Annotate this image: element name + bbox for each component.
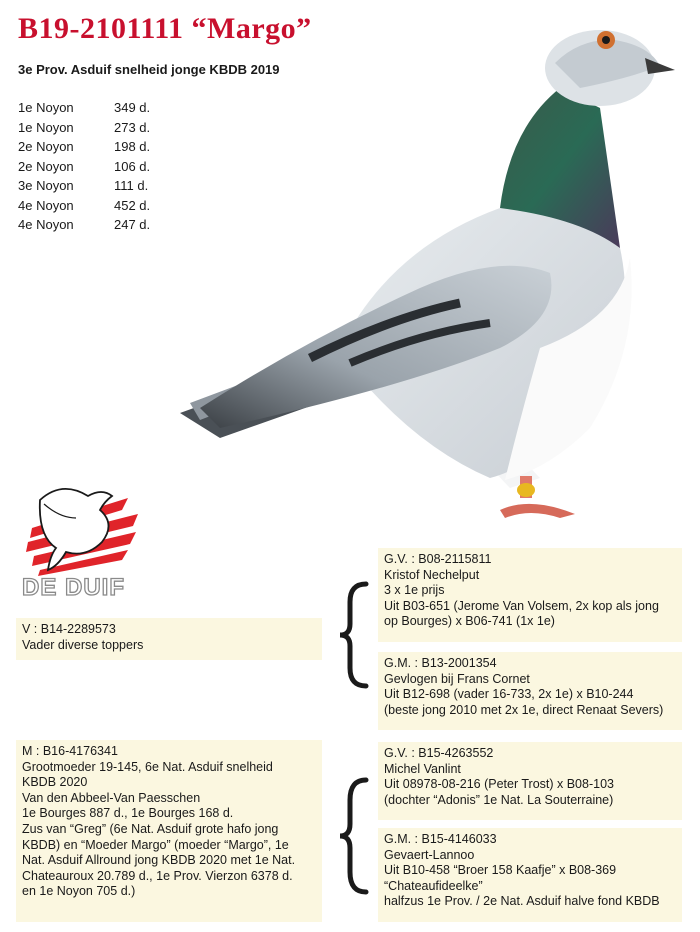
gm1-line: (beste jong 2010 met 2x 1e, direct Renaat Severs) <box>384 702 664 717</box>
result-race: 4e Noyon <box>18 217 74 232</box>
gv2-ring: G.V. : B15-4263552 <box>384 746 494 760</box>
father-box <box>16 618 322 660</box>
gv1-line: op Bourges) x B06-741 (1x 1e) <box>384 614 555 629</box>
mother-line: en 1e Noyon 705 d.) <box>22 884 136 899</box>
grandmother-paternal-box <box>378 652 682 730</box>
brace-father-icon <box>336 580 372 690</box>
result-race: 4e Noyon <box>18 197 74 213</box>
result-row <box>18 215 174 235</box>
mother-line: Nat. Asduif Allround jong KBDB 2020 met 1e Nat. <box>22 853 296 868</box>
mother-line: Zus van “Greg” (6e Nat. Asduif grote hafo jong <box>22 821 279 836</box>
result-row <box>18 196 174 216</box>
mother-line: Grootmoeder 19-145, 6e Nat. Asduif snelheid <box>22 759 273 774</box>
result-count: 106 d. <box>114 158 151 174</box>
result-race: 1e Noyon <box>18 100 74 115</box>
gv1-line: 3 x 1e prijs <box>384 583 445 598</box>
result-row <box>18 137 174 157</box>
result-count: 349 d. <box>114 100 151 115</box>
result-count: 452 d. <box>114 197 151 213</box>
brace-mother-icon <box>336 776 372 896</box>
result-count: 111 d. <box>114 178 149 193</box>
mother-line: KBDB 2020 <box>22 775 88 790</box>
result-row <box>18 176 174 196</box>
result-count: 247 d. <box>114 217 151 232</box>
gm2-line: Gevaert-Lannoo <box>384 847 475 862</box>
gm2-line: halfzus 1e Prov. / 2e Nat. Asduif halve fond KBDB <box>384 894 660 909</box>
father-info: Vader diverse toppers <box>22 637 144 652</box>
result-race: 1e Noyon <box>18 119 74 135</box>
pigeon-photo <box>160 18 680 538</box>
gv1-ring: G.V. : B08-2115811 <box>384 552 492 566</box>
gv1-line: Kristof Nechelput <box>384 567 480 582</box>
mother-line: KBDB) en “Moeder Margo” (moeder “Margo”, 1e <box>22 837 289 852</box>
results-list <box>18 98 174 235</box>
mother-line: 1e Bourges 887 d., 1e Bourges 168 d. <box>22 806 234 821</box>
result-race: 2e Noyon <box>18 139 74 154</box>
result-row <box>18 157 174 177</box>
result-race: 3e Noyon <box>18 178 74 193</box>
grandmother-maternal-box <box>378 828 682 922</box>
result-count: 198 d. <box>114 139 151 154</box>
gv2-line: Michel Vanlint <box>384 761 461 776</box>
result-row <box>18 118 174 138</box>
gm2-line: “Chateaufideelke” <box>384 878 483 893</box>
result-race: 2e Noyon <box>18 158 74 174</box>
mother-ring: M : B16-4176341 <box>22 744 118 758</box>
gm2-ring: G.M. : B15-4146033 <box>384 832 497 846</box>
mother-line: Chateauroux 20.789 d., 1e Prov. Vierzon 6378 d. <box>22 868 293 883</box>
gm2-line: Uit B10-458 “Broer 158 Kaafje” x B08-369 <box>384 863 617 878</box>
gv1-line: Uit B03-651 (Jerome Van Volsem, 2x kop als jong <box>384 598 659 613</box>
logo-text: DE DUIF <box>22 574 125 601</box>
grandfather-paternal-box <box>378 548 682 642</box>
result-count: 273 d. <box>114 119 151 135</box>
gm1-line: Uit B12-698 (vader 16-733, 2x 1e) x B10-244 <box>384 687 634 702</box>
gm1-ring: G.M. : B13-2001354 <box>384 656 497 670</box>
gv2-line: Uit 08978-08-216 (Peter Trost) x B08-103 <box>384 777 614 792</box>
gv2-line: (dochter “Adonis” 1e Nat. La Souterraine) <box>384 792 614 807</box>
de-duif-logo <box>18 478 148 600</box>
page-title: B19-2101111 “Margo” <box>18 12 312 45</box>
father-ring: V : B14-2289573 <box>22 622 116 636</box>
mother-line: Van den Abbeel-Van Paesschen <box>22 790 201 805</box>
result-row <box>18 98 174 118</box>
page-subtitle: 3e Prov. Asduif snelheid jonge KBDB 2019 <box>18 62 280 77</box>
grandfather-maternal-box <box>378 742 682 820</box>
gm1-line: Gevlogen bij Frans Cornet <box>384 671 530 686</box>
mother-box <box>16 740 322 922</box>
dove-logo-icon <box>18 478 148 578</box>
